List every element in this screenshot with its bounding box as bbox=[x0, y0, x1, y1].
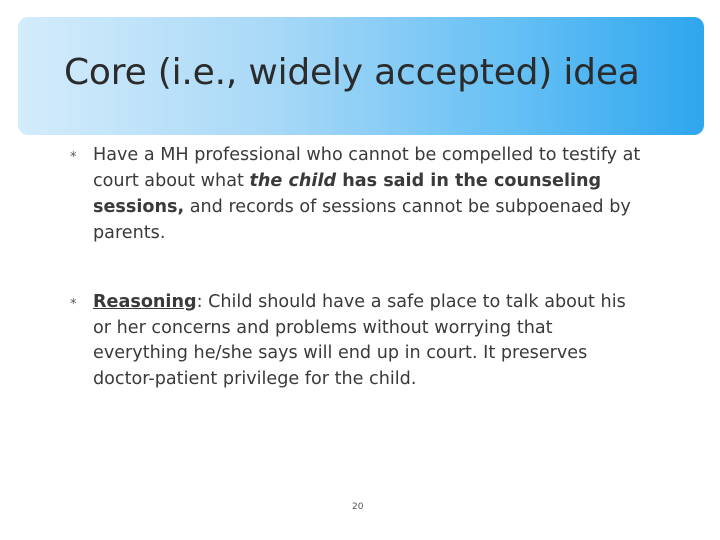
bullet-list bbox=[70, 143, 645, 393]
bullet-item-1 bbox=[70, 143, 645, 247]
bullet-2-text: : Child should have a safe place to talk about his or her concerns and problems without worrying that everything he/she says will end up in court. It preserves doctor-patient privilege for the child. bbox=[93, 291, 626, 390]
bullet-marker-icon: * bbox=[70, 150, 77, 165]
bullet-1-text-end: and records of sessions cannot be subpoenaed by parents. bbox=[93, 196, 631, 243]
bullet-1-emphasis-bold: has said in the counseling sessions, bbox=[93, 170, 602, 217]
bullet-1-emphasis-italic: the child bbox=[249, 170, 337, 191]
bullet-2-label: Reasoning bbox=[93, 291, 197, 312]
bullet-1-text: Have a MH professional who cannot be compelled to testify at court about what bbox=[93, 145, 641, 191]
bullet-marker-icon: * bbox=[70, 296, 77, 312]
page-number: 20 bbox=[352, 502, 364, 512]
bullet-item-2 bbox=[70, 290, 645, 394]
slide-title: Core (i.e., widely accepted) idea bbox=[64, 52, 640, 93]
